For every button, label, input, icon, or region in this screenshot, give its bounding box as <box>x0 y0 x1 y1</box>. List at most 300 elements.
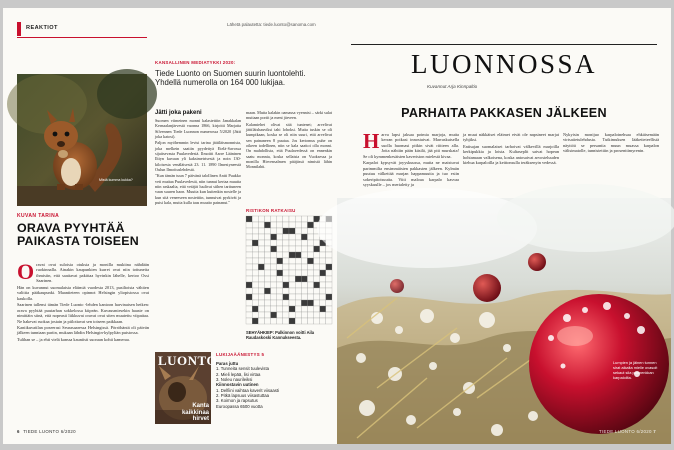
crossword-cell <box>258 258 264 264</box>
folio-left <box>17 429 76 434</box>
crossword-cell <box>307 240 313 246</box>
crossword-cell <box>326 264 332 270</box>
crossword-cell <box>258 246 264 252</box>
crossword-cell <box>246 264 252 270</box>
crossword-cell <box>295 270 301 276</box>
crossword-cell <box>307 312 313 318</box>
crossword-cell <box>277 258 283 264</box>
crossword-cell <box>283 294 289 300</box>
letter-column-a <box>155 110 241 207</box>
letter-paragraph: "Kun tämän tuun 7 päivänä talollinen Antti Puukko veti muttaa Puulavedestä, niin tunnui kertaa muutta niin raskaalta, että vetäjät luulivat siihen tarttuneen vaan suuren haon. Muutta kun kuitenkin nostelle ja kun sitä veneeseen nostettiin, tunnuivat pyrkivät ja puisi kala, mutta kulla taas muutto painanut." <box>155 173 241 206</box>
article-column-c <box>563 132 659 155</box>
crossword-cell <box>258 294 264 300</box>
reader-poll-line: 2. Mieli lepää, lisi virtaa <box>216 371 261 377</box>
crossword-cell <box>283 282 289 288</box>
story-paragraph: ravat ovat suloisia otuksia ja monilla mukiina nähdään ruokinnalla. Ainakin kaupunkien kurret ovat niin tottuneita ihmisiin, että saattavat pakittaa hyvinkin lähelle, kertoo Ossi Saarinen. <box>36 262 149 284</box>
crossword-cell <box>307 318 313 324</box>
cranberry-photo <box>337 198 671 444</box>
crossword-cell <box>271 270 277 276</box>
crossword-cell <box>277 300 283 306</box>
story-kicker: KUVAN TARINA <box>17 213 60 219</box>
crossword-cell <box>264 240 270 246</box>
crossword-cell <box>252 246 258 252</box>
right-page <box>337 8 671 444</box>
crossword-cell <box>271 246 277 252</box>
crossword-cell <box>289 294 295 300</box>
crossword-cell <box>314 258 320 264</box>
crossword-cell <box>326 252 332 258</box>
crossword-cell <box>252 318 258 324</box>
crossword-cell <box>246 234 252 240</box>
page-number: 6 <box>17 429 20 434</box>
magazine-logo: LUONTO <box>158 353 218 368</box>
crossword-cell <box>246 222 252 228</box>
crossword-cell <box>320 252 326 258</box>
article-paragraph: Karpalot kypsyvät joyyskuussa, mutta ne maistuvat parimmilta ensimmäisten pakkasten jälkeen. Kylmän puutuu välkettää marjan happamuutta ja tuo esiin sokeripitoisuutta. Viiti maloaa karpalo kasvaa syyskuulle – jos merialetty ja <box>363 160 459 188</box>
crossword-cell <box>307 276 313 282</box>
crossword-cell <box>307 258 313 264</box>
crossword-cell <box>271 240 277 246</box>
crossword-cell <box>307 300 313 306</box>
crossword-cell <box>314 264 320 270</box>
reader-poll-line: Kiinnostavin uutinen <box>216 382 259 388</box>
crossword-cell <box>258 264 264 270</box>
crossword-title: RISTIKON RATKAISU <box>246 208 296 213</box>
crossword-cell <box>289 306 295 312</box>
crossword-cell <box>258 276 264 282</box>
crossword-cell <box>301 318 307 324</box>
crossword-cell <box>301 270 307 276</box>
crossword-cell <box>326 258 332 264</box>
crossword-cell <box>289 282 295 288</box>
crossword-cell <box>252 264 258 270</box>
crossword-cell <box>320 270 326 276</box>
crossword-cell <box>271 234 277 240</box>
crossword-cell <box>301 240 307 246</box>
crossword-cell <box>320 318 326 324</box>
crossword-cell <box>295 306 301 312</box>
crossword-cell <box>301 216 307 222</box>
crossword-cell <box>264 222 270 228</box>
article-paragraph: Entisajan suomalaiset tarhoivat välkevillä marjoilla kerkipukkia ja loista. Kultaseplit saivat hopean hohtamaan valkoisena, koska antosaivat arvosteluuden kiehua karpaloilla ja keittonsulla teräksenyin vedessä. <box>463 143 559 166</box>
crossword-cell <box>301 294 307 300</box>
crossword-cell <box>264 312 270 318</box>
article-title: PARHAITA PAKKASEN JÄLKEEN <box>401 106 607 120</box>
crossword-cell <box>289 240 295 246</box>
crossword-cell <box>301 222 307 228</box>
crossword-cell <box>271 276 277 282</box>
photo-caption: Mistä kumma kukka? <box>99 178 133 182</box>
crossword-cell <box>252 282 258 288</box>
crossword-cell <box>246 288 252 294</box>
folio-right <box>599 429 656 434</box>
crossword-cell <box>277 270 283 276</box>
crossword-cell <box>264 246 270 252</box>
crossword-cell <box>271 264 277 270</box>
crossword-cell <box>301 258 307 264</box>
story-paragraph: Hän on kuvannut suomalaisia eläimiä vuodesta 2013, pusiltoista vähiten valittia pääkaupunki. Maantieteen opinnot Helsingin yliopistossa ovat kaukolla. <box>17 284 149 301</box>
crossword-cell <box>246 282 252 288</box>
crossword-cell <box>314 312 320 318</box>
crossword-cell <box>258 240 264 246</box>
crossword-cell <box>246 258 252 264</box>
crossword-cell <box>283 246 289 252</box>
crossword-cell <box>314 294 320 300</box>
crossword-cell <box>289 288 295 294</box>
crossword-cell <box>252 312 258 318</box>
crossword-cell <box>295 222 301 228</box>
crossword-cell <box>258 252 264 258</box>
crossword-cell <box>246 246 252 252</box>
crossword-cell <box>264 276 270 282</box>
crossword-cell <box>307 228 313 234</box>
crossword-cell <box>301 312 307 318</box>
crossword-cell <box>314 306 320 312</box>
crossword-cell <box>277 276 283 282</box>
magazine-cover-text: Kanta kaikkinaa hirvet <box>181 403 209 423</box>
crossword-cell <box>314 288 320 294</box>
crossword-cell <box>277 234 283 240</box>
crossword-cell <box>320 306 326 312</box>
crossword-cell <box>295 300 301 306</box>
crossword-cell <box>252 300 258 306</box>
crossword-cell <box>295 282 301 288</box>
crossword-cell <box>283 270 289 276</box>
crossword-cell <box>283 300 289 306</box>
crossword-cell <box>283 228 289 234</box>
crossword-cell <box>277 294 283 300</box>
crossword-cell <box>264 228 270 234</box>
crossword-cell <box>320 258 326 264</box>
crossword-cell <box>314 318 320 324</box>
crossword-cell <box>283 234 289 240</box>
crossword-cell <box>295 228 301 234</box>
crossword-cell <box>277 306 283 312</box>
crossword-cell <box>326 276 332 282</box>
crossword-cell <box>320 294 326 300</box>
crossword-cell <box>301 246 307 252</box>
crossword-cell <box>277 312 283 318</box>
crossword-cell <box>264 264 270 270</box>
crossword-cell <box>258 228 264 234</box>
crossword-cell <box>264 282 270 288</box>
crossword-cell <box>314 246 320 252</box>
crossword-cell <box>326 318 332 324</box>
crossword-cell <box>326 270 332 276</box>
section-tab-label: REAKTIOT <box>26 25 58 31</box>
dropcap: O <box>17 259 35 284</box>
crossword-cell <box>246 228 252 234</box>
crossword-cell <box>283 318 289 324</box>
crossword-cell <box>271 300 277 306</box>
crossword-cell <box>246 294 252 300</box>
crossword-cell <box>264 306 270 312</box>
crossword-cell <box>246 276 252 282</box>
crossword-cell <box>295 264 301 270</box>
crossword-cell <box>277 222 283 228</box>
crossword-caption: SEHYÄHKIEP: Palkinnon voitti Aila Raudaskoski Kannukseesta. <box>246 330 315 340</box>
crossword-cell <box>271 258 277 264</box>
crossword-cell <box>283 264 289 270</box>
crossword-cell <box>307 234 313 240</box>
crossword-cell <box>277 288 283 294</box>
crossword-cell <box>314 276 320 282</box>
story-body <box>17 259 149 343</box>
crossword-cell <box>277 264 283 270</box>
crossword-cell <box>295 252 301 258</box>
article-paragraph: ja muut näkkäiset eläimet eivät ole napsineet marjat tyhjiksi. <box>463 132 559 143</box>
crossword-cell <box>246 216 252 222</box>
crossword-cell <box>252 294 258 300</box>
article-column-a <box>363 129 459 189</box>
crossword-cell <box>246 312 252 318</box>
reader-poll-line: 2. Pitkä lapsuus viisastuttaa <box>216 393 270 399</box>
crossword-cell <box>326 306 332 312</box>
crossword-cell <box>289 258 295 264</box>
crossword-cell <box>283 288 289 294</box>
crossword-cell <box>271 228 277 234</box>
feedback-line: Lähetä palautetta: tiede.luonto@sanoma.com <box>227 22 316 27</box>
crossword-cell <box>314 240 320 246</box>
article-paragraph: arva lapsi jaksaa poimia marjoja, mutta kerran poikasi innostuivat. Marraskuisella suolla huomasi pitkin sivät riitteen alla. Jotta nähtiin pään käsilä, jää piti murskata! Se oli kymmenkesäisten kaveriston mielestä kivaa. <box>363 132 459 159</box>
crossword-cell <box>289 228 295 234</box>
crossword-cell <box>289 216 295 222</box>
crossword-cell <box>246 240 252 246</box>
crossword-cell <box>246 252 252 258</box>
crossword-cell <box>326 282 332 288</box>
crossword-cell <box>301 288 307 294</box>
crossword-cell <box>289 300 295 306</box>
crossword-cell <box>295 294 301 300</box>
crossword-cell <box>307 216 313 222</box>
crossword-cell <box>307 264 313 270</box>
crossword-cell <box>307 252 313 258</box>
crossword-cell <box>301 234 307 240</box>
reader-poll-line: 1. Tunneita sensit tuulevista <box>216 366 270 372</box>
crossword-cell <box>320 276 326 282</box>
crossword-cell <box>289 246 295 252</box>
crossword-cell <box>277 216 283 222</box>
dropcap: H <box>363 129 380 153</box>
crossword-cell <box>271 312 277 318</box>
crossword-cell <box>252 216 258 222</box>
crossword-cell <box>252 240 258 246</box>
crossword-cell <box>258 216 264 222</box>
crossword-cell <box>277 282 283 288</box>
crossword-cell <box>314 300 320 306</box>
crossword-cell <box>258 234 264 240</box>
reader-poll-line: 3. Noleu naurileiksi <box>216 377 253 383</box>
crossword-cell <box>289 252 295 258</box>
letter-paragraph: Paljon myöhemmin levisi tarina jättiläismonnista, joka melkein saatiin pyydettyä Etelä-Savossa sijaitsevasta Puulavedestä. Ilmoitti Aarre Lääninen Iltiyn kuvaan yli kaksimetrisestä ja noin 130-kiloisesta venäläisestä 23. 11. 1890 Ilmestyneestä Oulun Ilmoituslehdestä. <box>155 140 241 173</box>
crossword-cell <box>289 270 295 276</box>
crossword-cell <box>271 318 277 324</box>
crossword-cell <box>264 318 270 324</box>
crossword-cell <box>271 216 277 222</box>
crossword-cell <box>277 228 283 234</box>
letter-heading: Jätti joka pakeni <box>155 110 202 116</box>
letter-paragraph: Kalamiehet olivat sitä tuntenet; arvelivat jättiläishauviksi tahi lohoksi. Mutta tuskin se oli kumpikaan, koska se oli niin suuri, että arvelivat sen painaneen 8 puutaa. Jos kertomus puhe on oikeen todellinen, niin se kala saattoi olla monni. On mahdollista, että Puulavedessä on ennenkin saatu monnia, koska sellaisia on Vuoksessa ja monilla Hirvensalmen pitäjässä nimistä lähin Monnilahti. <box>246 121 332 170</box>
crossword-cell <box>258 306 264 312</box>
letter-paragraph: Suomen viimeinen monni kalastettiin Janakkalan Kernaalanjärvestä vuonna 1866, kirjoitti Marjatta Silvennen Tiede Luonnon numerossa 5/2020 (Jätti joka katosi). <box>155 118 241 140</box>
crossword-cell <box>307 294 313 300</box>
crossword-cell <box>320 246 326 252</box>
crossword-cell <box>271 222 277 228</box>
story-paragraph: Kaniikuvatilan poseerasi Seurasaaressa Helsingissä. Pörröhäntä oli päivän jälkeen tunniaan pariin, mukaan lähdin Helsingin-kylpyliän puistossa. <box>17 324 149 336</box>
crossword-cell <box>314 282 320 288</box>
crossword-cell <box>264 294 270 300</box>
section-tab-marker <box>17 22 21 36</box>
story-headline: ORAVA PYYHTÄÄ PAIKASTA TOISEEN <box>17 221 139 249</box>
crossword-cell <box>264 270 270 276</box>
photo-caption: Lumpien ja jäinen tunnen sirat aikalta mielle ovasoit sekaut sila pounenkkan karpaloilta. <box>613 360 658 380</box>
folio-text: TIEDE LUONTO 6/2020 <box>23 429 76 434</box>
crossword-cell <box>301 300 307 306</box>
crossword-cell <box>307 270 313 276</box>
crossword-cell <box>326 312 332 318</box>
crossword-cell <box>252 258 258 264</box>
crossword-cell <box>252 276 258 282</box>
crossword-cell <box>295 312 301 318</box>
crossword-cell <box>271 252 277 258</box>
byline: Kuvannut Arja Kinnpaltio <box>427 84 478 89</box>
article-paragraph: Nykyisin monijuo karpaloinehsaa ehkäisemään virtsatietulehdusta. Tutkimuksen lääketieteellistä näyttöä se persantia muun muassa karpalon välisimatolle, tunnistettiin ja prosenttimyrenin. <box>563 132 659 154</box>
crossword-cell <box>258 222 264 228</box>
crossword-cell <box>295 246 301 252</box>
crossword-cell <box>258 300 264 306</box>
crossword-cell <box>258 312 264 318</box>
crossword-cell <box>295 240 301 246</box>
crossword-cell <box>283 240 289 246</box>
crossword-cell <box>252 234 258 240</box>
crossword-cell <box>289 276 295 282</box>
reader-poll-title: LUKIJAÄÄNESTYS 5 <box>216 352 265 357</box>
crossword-cell <box>283 306 289 312</box>
reader-poll-list <box>216 361 326 409</box>
crossword-cell <box>271 288 277 294</box>
left-page <box>3 8 337 444</box>
prize-kicker: KANSALLINEN MEDIATYKKI 2020: <box>155 60 236 65</box>
crossword-cell <box>252 288 258 294</box>
crossword-cell <box>252 306 258 312</box>
crossword-cell <box>307 222 313 228</box>
crossword-cell <box>314 270 320 276</box>
crossword-cell <box>277 240 283 246</box>
crossword-cell <box>289 312 295 318</box>
prize-text: Tiede Luonto on Suomen suurin luontolehti. Yhdellä numerolla on 164 000 lukijaa. <box>155 69 306 88</box>
crossword-cell <box>289 264 295 270</box>
crossword-cell <box>301 276 307 282</box>
crossword-cell <box>258 282 264 288</box>
crossword-cell <box>307 306 313 312</box>
crossword-cell <box>283 216 289 222</box>
letter-paragraph: maan. Mutta kalakin oamassa vyennisi – särki sulat muttaan portit ja meni järveen. <box>246 110 332 121</box>
reader-poll-line: Paras juttu <box>216 361 239 366</box>
reader-poll-line: Euroopassa 6500 vuotta <box>216 403 263 409</box>
crossword-cell <box>283 276 289 282</box>
crossword-cell <box>301 252 307 258</box>
crossword-cell <box>252 222 258 228</box>
crossword-cell <box>271 294 277 300</box>
crossword-cell <box>246 300 252 306</box>
page-number: 7 <box>653 429 656 434</box>
crossword-cell <box>320 264 326 270</box>
crossword-cell <box>295 258 301 264</box>
crossword-cell <box>295 234 301 240</box>
crossword-cell <box>326 288 332 294</box>
crossword-cell <box>301 264 307 270</box>
crossword-cell <box>307 282 313 288</box>
crossword-cell <box>320 288 326 294</box>
header-rule <box>17 37 147 38</box>
crossword-cell <box>301 306 307 312</box>
crossword-cell <box>258 318 264 324</box>
crossword-cell <box>283 258 289 264</box>
crossword-cell <box>252 228 258 234</box>
crossword-cell <box>301 282 307 288</box>
squirrel-photo <box>17 74 147 206</box>
crossword-cell <box>295 276 301 282</box>
crossword-cell <box>289 222 295 228</box>
reader-poll-line: 3. Koirnon ja rapsutus <box>216 398 258 404</box>
folio-text: TIEDE LUONTO 6/2020 <box>599 429 652 434</box>
crossword-cell <box>307 288 313 294</box>
crossword-cell <box>258 288 264 294</box>
crossword-cell <box>264 258 270 264</box>
header-rule <box>351 44 657 45</box>
crossword-cell <box>252 252 258 258</box>
section-title: LUONNOSSA <box>410 49 598 79</box>
letter-column-b <box>246 110 332 171</box>
crossword-cell <box>301 228 307 234</box>
crossword-cell <box>277 318 283 324</box>
crossword-cell <box>246 270 252 276</box>
crossword-cell <box>283 252 289 258</box>
story-paragraph: Saarinen tallensi tämän Tiede Luonto -lehden kantoon harvinaisen hetken: orava pyyhtää puutarhan sokkelossa kiipeän. Kuvausmiesekin haaste on nimittäin siinä, että nopeasti liikkuvat oravat ovat siten muutettu viipattaa. Ne hakevat ruokaa jostain ja piilottavat sen toiseen paikkaan. <box>17 302 149 324</box>
crossword-cell <box>246 318 252 324</box>
crossword-cell <box>283 222 289 228</box>
crossword-cell <box>320 312 326 318</box>
crossword-cell <box>264 234 270 240</box>
crossword-cell <box>326 294 332 300</box>
crossword-cell <box>320 282 326 288</box>
crossword-cell <box>264 252 270 258</box>
magazine-cover <box>155 352 218 424</box>
crossword-cell <box>314 252 320 258</box>
crossword-cell <box>264 300 270 306</box>
crossword-cell <box>258 270 264 276</box>
crossword-cell <box>289 318 295 324</box>
crossword-cell <box>283 312 289 318</box>
crossword-cell <box>289 234 295 240</box>
crossword-cell <box>277 252 283 258</box>
crossword-cell <box>264 288 270 294</box>
crossword-cell <box>295 216 301 222</box>
section-tab <box>17 25 58 31</box>
reader-poll-line: 1. Delfiini vaihtaa kaverit viisaasti <box>216 387 280 393</box>
crossword-cell <box>277 246 283 252</box>
crossword-cell <box>320 300 326 306</box>
article-column-b <box>463 132 559 167</box>
crossword-cell <box>271 282 277 288</box>
crossword-cell <box>307 246 313 252</box>
crossword-cell <box>295 288 301 294</box>
crossword-cell <box>271 306 277 312</box>
crossword-cell <box>264 216 270 222</box>
crossword-cell <box>252 270 258 276</box>
crossword-cell <box>326 300 332 306</box>
story-paragraph: Tulihan se – ja ehti vielä kanssa kauniisti suoraan kohti kameraa. <box>17 336 130 342</box>
